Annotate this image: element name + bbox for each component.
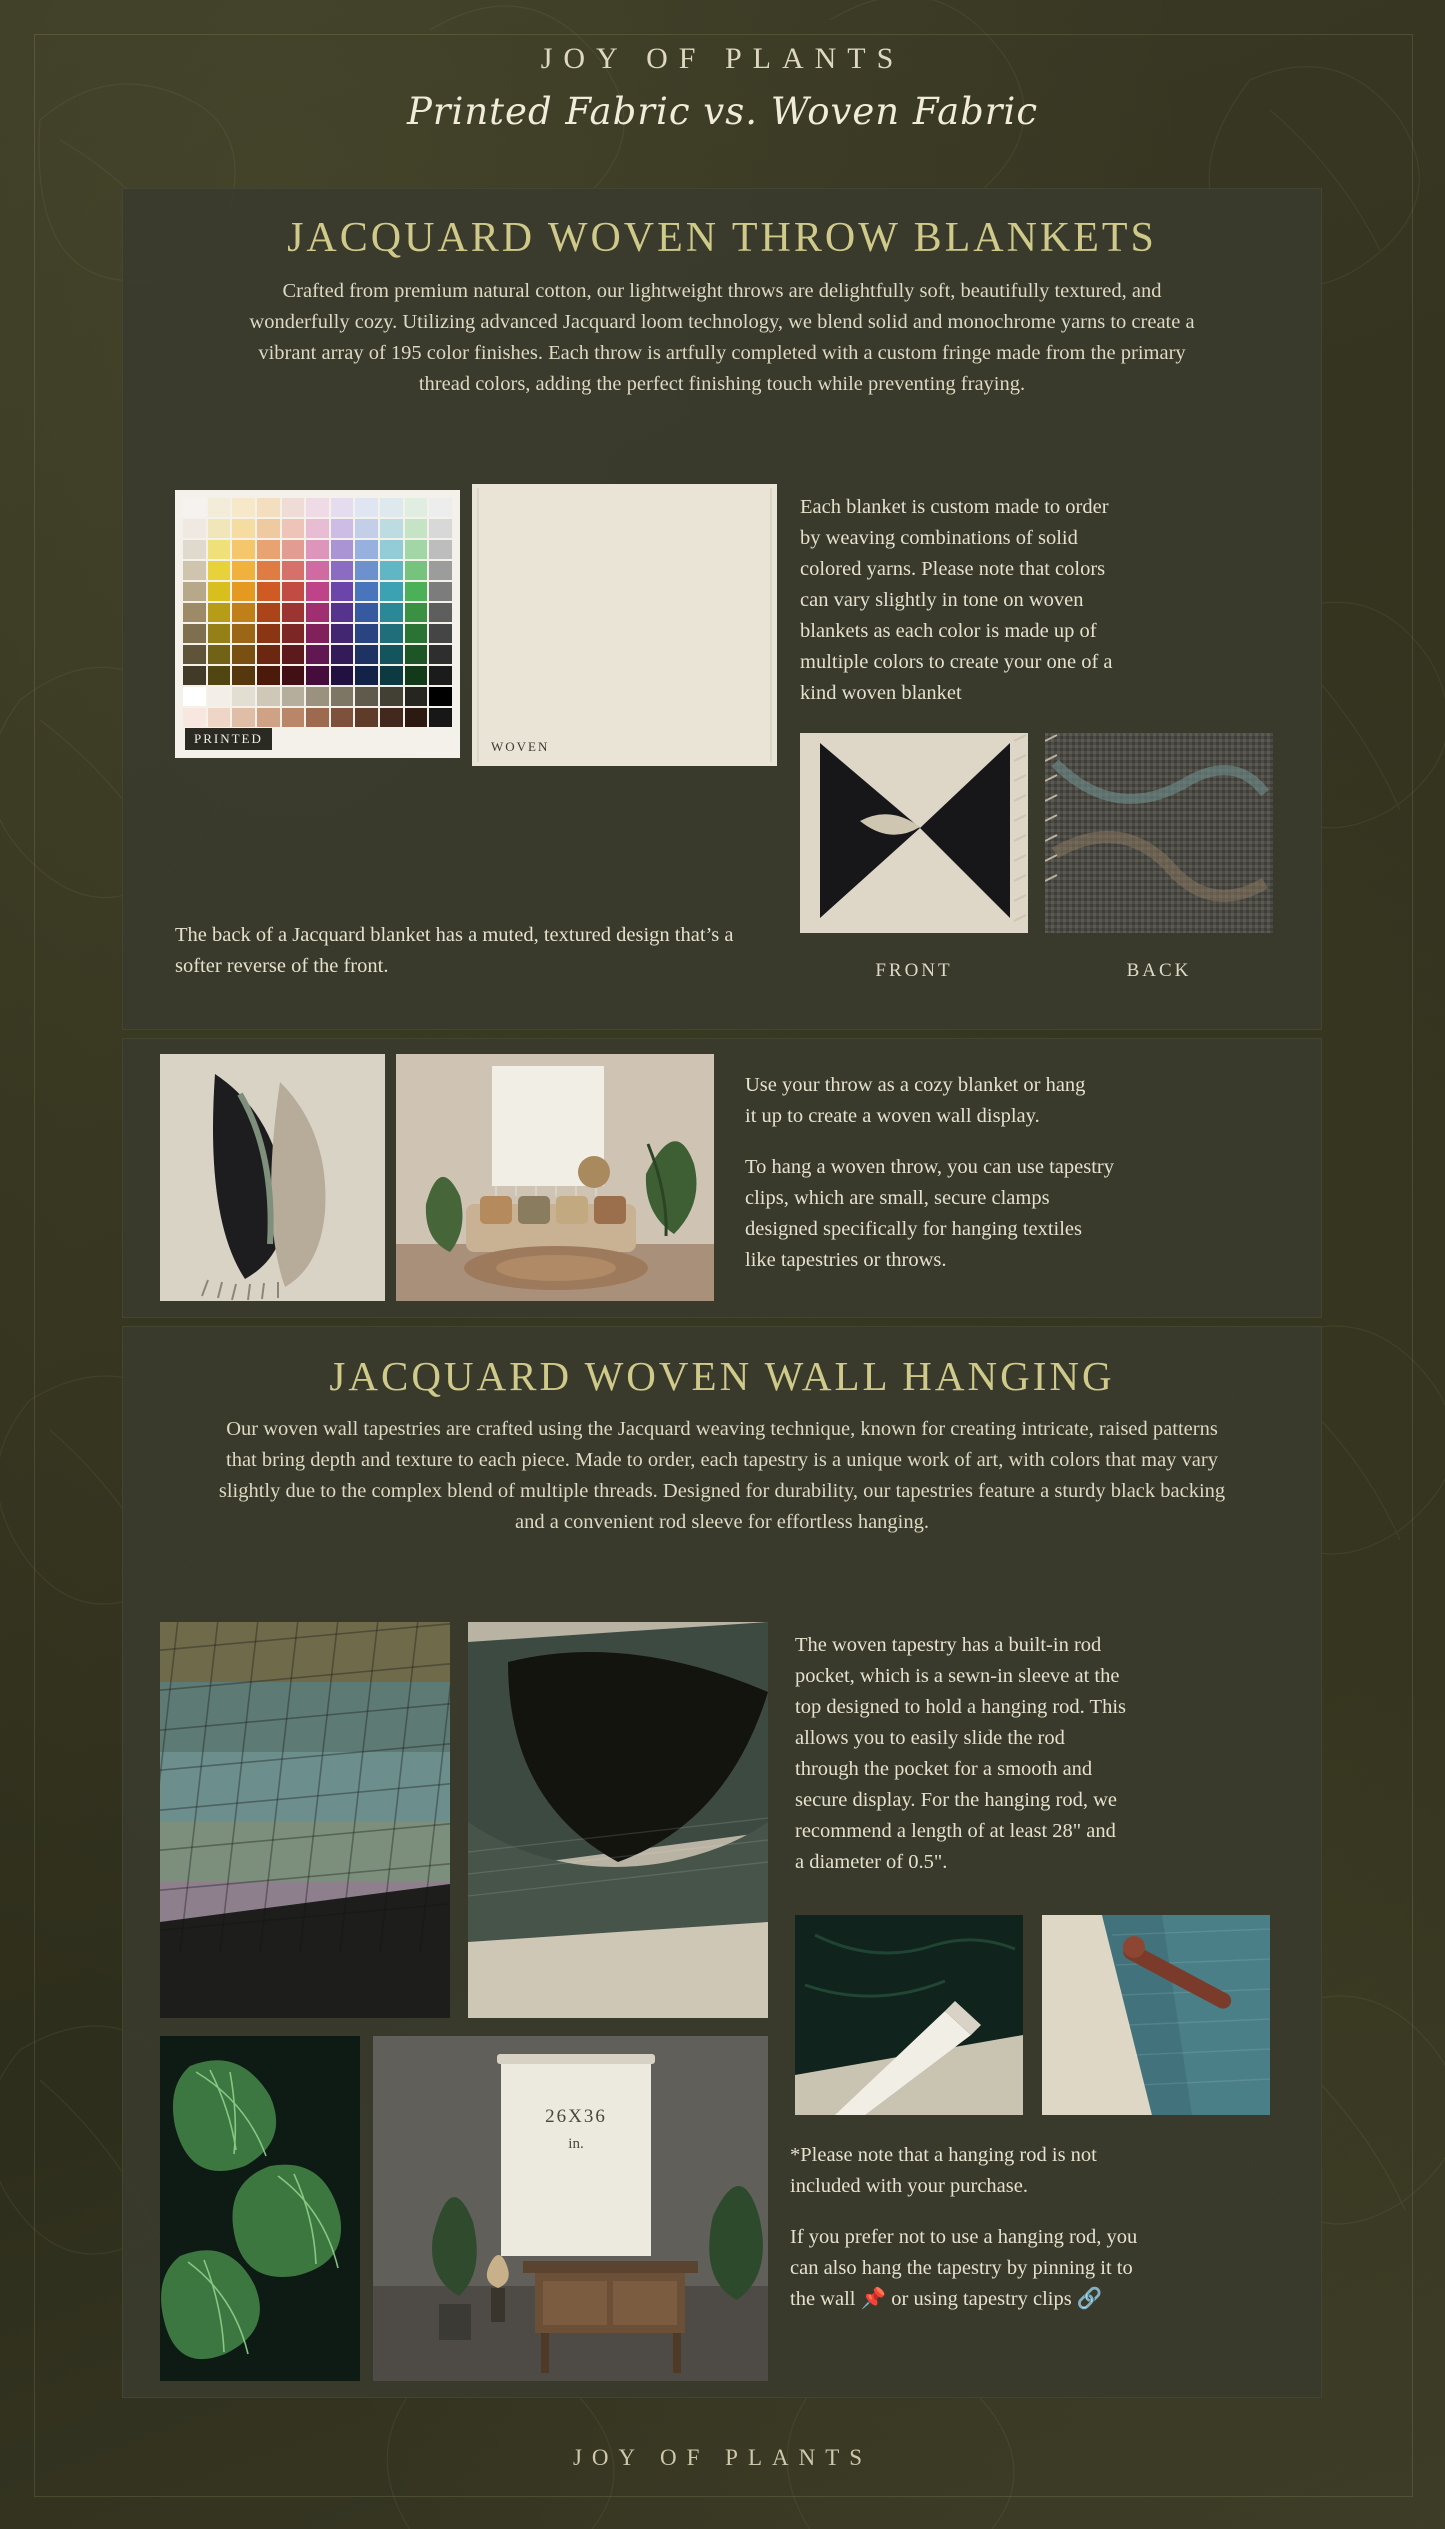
woven-swatch-sheet: [472, 484, 777, 766]
printed-swatch-sheet: [175, 490, 460, 758]
color-swatch: [232, 645, 255, 664]
color-swatch: [306, 624, 329, 643]
color-swatch: [208, 645, 231, 664]
color-swatch: [380, 624, 403, 643]
color-swatch: [355, 645, 378, 664]
color-swatch: [183, 519, 206, 538]
section-three-side-copy: The woven tapestry has a built-in rod pocket, which is a sewn-in sleeve at the top designed to hold a hanging rod. This allows you to easily slide the rod through the pocket for a smooth and secure display. For the hanging rod, we recommend a length of at least 28" and a diameter of 0.5".: [795, 1634, 1127, 1873]
color-swatch: [232, 603, 255, 622]
color-swatch: [331, 519, 354, 538]
color-swatch: [208, 561, 231, 580]
color-swatch: [405, 561, 428, 580]
color-swatch: [257, 645, 280, 664]
color-swatch: [257, 666, 280, 685]
printed-label: PRINTED: [185, 728, 272, 750]
back-caption-label: BACK: [1126, 960, 1192, 981]
color-swatch: [306, 540, 329, 559]
color-swatch: [355, 666, 378, 685]
color-swatch: [306, 666, 329, 685]
color-swatch: [429, 498, 452, 517]
color-swatch: [183, 666, 206, 685]
color-swatch: [355, 624, 378, 643]
color-swatch: [208, 666, 231, 685]
color-swatch: [331, 687, 354, 706]
color-swatch: [183, 561, 206, 580]
color-swatch: [355, 603, 378, 622]
color-swatch: [306, 561, 329, 580]
blanket-back-caption: The back of a Jacquard blanket has a muted, textured design that’s a softer reverse of the front.: [175, 924, 734, 977]
color-swatch: [405, 645, 428, 664]
color-swatch: [331, 561, 354, 580]
color-swatch: [429, 624, 452, 643]
hanging-rod-photo: [1042, 1915, 1270, 2115]
color-swatch: [355, 519, 378, 538]
color-swatch: [355, 561, 378, 580]
color-swatch: [331, 582, 354, 601]
color-swatch: [208, 603, 231, 622]
color-swatch: [331, 540, 354, 559]
color-swatch: [282, 603, 305, 622]
color-swatch: [282, 582, 305, 601]
poster-size-label: 26X36: [545, 2106, 607, 2127]
color-swatch: [355, 498, 378, 517]
color-swatch: [282, 498, 305, 517]
leaf-tapestry-photo: [160, 2036, 360, 2381]
tapestry-backing-photo: [468, 1622, 768, 2018]
section-one-title: JACQUARD WOVEN THROW BLANKETS: [287, 215, 1157, 261]
woven-label: WOVEN: [491, 739, 550, 754]
color-swatch: [380, 708, 403, 727]
color-swatch: [429, 561, 452, 580]
section-two-copy-one: Use your throw as a cozy blanket or hang it up to create a woven wall display.: [745, 1074, 1086, 1127]
color-swatch: [282, 687, 305, 706]
color-swatch: [257, 582, 280, 601]
color-swatch: [257, 708, 280, 727]
color-swatch: [405, 666, 428, 685]
color-swatch: [208, 624, 231, 643]
color-swatch: [257, 498, 280, 517]
color-swatch: [257, 561, 280, 580]
color-swatch: [232, 498, 255, 517]
color-swatch: [232, 582, 255, 601]
section-three-intro: Our woven wall tapestries are crafted using the Jacquard weaving technique, known for creating intricate, raised patterns that bring depth and texture to each piece. Made to order, each tapestry is a unique work of art, with colors that may vary slightly due to the complex blend of multiple threads. Designed for durability, our tapestries feature a sturdy black backing and a convenient rod sleeve for effortless hanging.: [218, 1418, 1226, 1533]
color-swatch: [183, 540, 206, 559]
color-swatch: [282, 666, 305, 685]
color-swatch: [429, 603, 452, 622]
color-swatch: [355, 540, 378, 559]
color-swatch: [208, 582, 231, 601]
color-swatch: [331, 603, 354, 622]
color-swatch: [282, 561, 305, 580]
color-swatch: [380, 498, 403, 517]
color-swatch: [429, 708, 452, 727]
color-swatch: [183, 687, 206, 706]
color-swatch: [405, 519, 428, 538]
rod-note-alt: If you prefer not to use a hanging rod, you can also hang the tapestry by pinning it to the wall 📌 or using tapestry clips 🔗: [790, 2226, 1138, 2310]
color-swatch: [257, 624, 280, 643]
folded-throw-photo: [160, 1054, 385, 1301]
color-swatch: [282, 540, 305, 559]
color-swatch: [380, 540, 403, 559]
color-swatch: [282, 624, 305, 643]
color-swatch: [306, 687, 329, 706]
section-one-intro: Crafted from premium natural cotton, our lightweight throws are delightfully soft, beautifully textured, and wonderfully cozy. Utilizing advanced Jacquard loom technology, we blend solid and monochrome yarns to create a vibrant array of 195 color finishes. Each throw is artfully completed with a custom fringe made from the primary thread colors, adding the perfect finishing touch while preventing fraying.: [249, 280, 1195, 395]
color-swatch: [183, 498, 206, 517]
brand-title: JOY OF PLANTS: [540, 42, 905, 75]
color-swatch: [331, 498, 354, 517]
color-swatch: [429, 582, 452, 601]
blanket-front-photo: [800, 733, 1028, 933]
living-room-display-photo: [396, 1054, 714, 1301]
woven-sheet-fringe: [472, 484, 777, 766]
color-swatch: [306, 645, 329, 664]
color-swatch: [380, 519, 403, 538]
color-swatch: [405, 540, 428, 559]
color-swatch: [306, 582, 329, 601]
color-swatch: [405, 603, 428, 622]
color-swatch: [355, 582, 378, 601]
front-caption: FRONT: [875, 960, 953, 981]
color-swatch: [429, 666, 452, 685]
color-swatch: [331, 708, 354, 727]
color-swatch: [331, 666, 354, 685]
section-one-side-copy: Each blanket is custom made to order by weaving combinations of solid colored yarns. Please note that colors can vary slightly in tone on woven blankets as each color is made up of multiple colors to create your one of a kind woven blanket: [800, 496, 1113, 704]
color-swatch: [380, 687, 403, 706]
page-subtitle: Printed Fabric vs. Woven Fabric: [406, 90, 1039, 133]
color-swatch: [380, 582, 403, 601]
color-swatch: [429, 687, 452, 706]
color-swatch: [208, 519, 231, 538]
color-swatch: [405, 582, 428, 601]
color-swatch: [208, 540, 231, 559]
color-swatch: [355, 687, 378, 706]
poster-unit-label: in.: [568, 2136, 584, 2152]
color-swatch: [331, 645, 354, 664]
color-swatch: [405, 708, 428, 727]
color-swatch: [380, 645, 403, 664]
color-swatch: [405, 498, 428, 517]
color-swatch: [232, 561, 255, 580]
section-three-title: JACQUARD WOVEN WALL HANGING: [329, 1353, 1115, 1399]
color-swatch: [306, 498, 329, 517]
color-swatch: [355, 708, 378, 727]
rod-pocket-closeup-photo: [795, 1915, 1023, 2115]
color-swatch: [282, 645, 305, 664]
color-swatch: [232, 708, 255, 727]
section-two-copy-two: To hang a woven throw, you can use tapestry clips, which are small, secure clamps designed specifically for hanging textiles like tapestries or throws.: [745, 1156, 1114, 1271]
poster-room-photo: [373, 2036, 768, 2381]
color-swatch: [232, 624, 255, 643]
header: [0, 42, 1445, 133]
color-swatch: [405, 624, 428, 643]
color-swatch: [331, 624, 354, 643]
tapestry-grid-photo: [160, 1622, 450, 2018]
color-swatch: [183, 582, 206, 601]
color-swatch: [306, 519, 329, 538]
color-swatch: [183, 624, 206, 643]
color-swatch: [208, 687, 231, 706]
color-swatch: [257, 603, 280, 622]
color-swatch: [429, 645, 452, 664]
color-swatch: [306, 708, 329, 727]
color-swatch: [232, 519, 255, 538]
color-swatch: [257, 687, 280, 706]
color-swatch: [208, 708, 231, 727]
color-swatch: [232, 540, 255, 559]
color-swatch: [380, 603, 403, 622]
color-swatch: [306, 603, 329, 622]
color-swatch: [282, 708, 305, 727]
color-swatch: [380, 561, 403, 580]
color-swatch: [257, 540, 280, 559]
color-swatch: [183, 603, 206, 622]
color-swatch: [183, 645, 206, 664]
blanket-back-photo: [1045, 733, 1273, 933]
footer-brand: JOY OF PLANTS: [572, 2445, 873, 2470]
color-swatch: [282, 519, 305, 538]
color-swatch: [429, 519, 452, 538]
rod-note: *Please note that a hanging rod is not included with your purchase.: [790, 2144, 1097, 2197]
color-swatch: [232, 666, 255, 685]
color-swatch: [429, 540, 452, 559]
color-swatch: [380, 666, 403, 685]
color-swatch: [183, 708, 206, 727]
color-swatch: [208, 498, 231, 517]
color-swatch: [405, 687, 428, 706]
color-swatch: [232, 687, 255, 706]
color-swatch: [257, 519, 280, 538]
printed-swatch-grid: [175, 490, 460, 735]
